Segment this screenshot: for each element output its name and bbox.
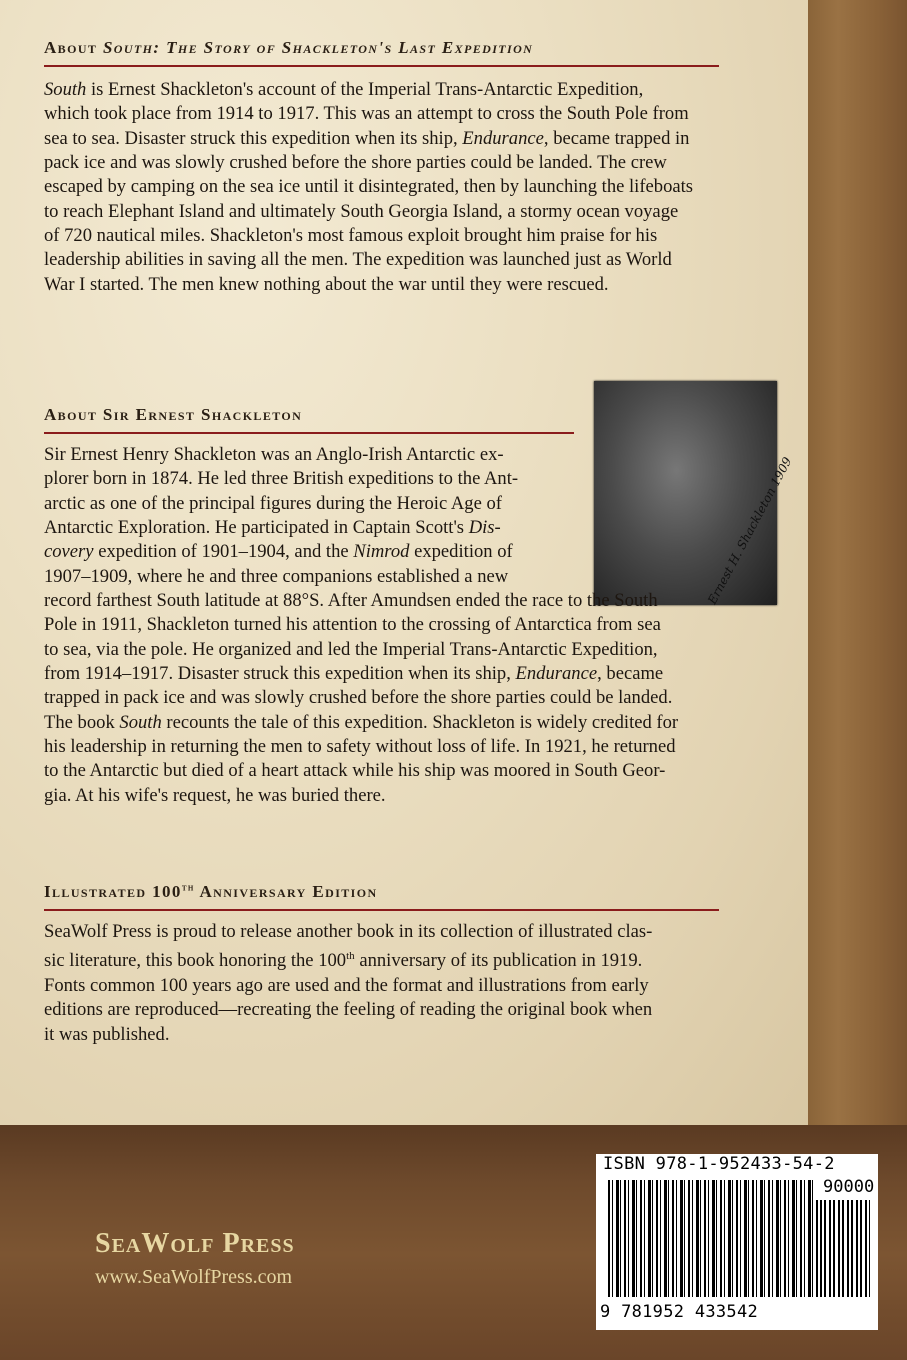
text-line xyxy=(44,711,764,735)
text-line xyxy=(44,224,764,248)
text-line xyxy=(44,516,584,540)
text-italic: South xyxy=(44,79,87,100)
section-rule xyxy=(44,65,719,67)
text-segment: escaped by camping on the sea ice until it disintegrated, then by launching the lifeboats xyxy=(44,176,694,198)
text-segment: , became trapped in xyxy=(543,127,690,149)
text-line xyxy=(44,102,764,126)
text-segment: of 720 nautical miles. Shackleton's most famous exploit brought him praise for his xyxy=(44,225,658,247)
text-segment: Sir Ernest Henry Shackleton was an Anglo-Irish Antarctic ex- xyxy=(44,444,504,465)
text-line xyxy=(44,638,764,662)
text-segment: Pole in 1911, Shackleton turned his attention to the crossing of Antarctica from sea xyxy=(44,614,661,636)
text-line xyxy=(44,200,764,224)
text-line xyxy=(44,78,764,102)
heading-title-italic: South: The Story of Shackleton's Last Expedition xyxy=(102,38,534,57)
text-line xyxy=(44,492,584,516)
text-segment: arctic as one of the principal figures during the Heroic Age of xyxy=(44,492,502,514)
heading-lead: Illustrated 100 xyxy=(44,882,182,901)
publisher-url[interactable]: www.SeaWolfPress.com xyxy=(95,1266,293,1288)
text-line xyxy=(44,784,764,808)
text-line: editions are reproduced—recreating the feeling of reading the original book when xyxy=(44,999,653,1021)
text-segment: which took place from 1914 to 1917. This was an attempt to cross the South Pole from xyxy=(44,103,689,125)
text-italic: Endurance xyxy=(515,663,598,685)
text-segment: anniversary of its publication in 1919. xyxy=(354,950,643,972)
text-line: Fonts common 100 years ago are used and the format and illustrations from early xyxy=(44,974,649,996)
text-segment: plorer born in 1874. He led three British expeditions to the Ant- xyxy=(44,468,519,490)
text-line: SeaWolf Press is proud to release another book in its collection of illustrated clas- xyxy=(44,921,653,942)
text-segment: , became xyxy=(597,663,664,685)
text-segment: expedition of xyxy=(409,541,513,563)
text-segment: record farthest South latitude at 88°S. After Amundsen ended the race to the South xyxy=(44,590,658,612)
barcode-addon-bars xyxy=(820,1200,870,1297)
text-line xyxy=(44,589,764,613)
text-segment: pack ice and was slowly crushed before the shore parties could be landed. The crew xyxy=(44,152,667,174)
heading-lead: About xyxy=(44,38,103,57)
text-segment: The book xyxy=(44,711,120,733)
heading-tail: Anniversary Edition xyxy=(194,882,378,901)
text-segment: Antarctic Exploration. He participated in Captain Scott's xyxy=(44,517,469,539)
text-italic: Endurance xyxy=(462,127,544,149)
text-segment: is Ernest Shackleton's account of the Imperial Trans-Antarctic Expedition, xyxy=(86,79,644,100)
text-line xyxy=(44,248,764,272)
text-segment: sic literature, this book honoring the 100 xyxy=(44,950,347,972)
text-line xyxy=(44,273,764,297)
text-sup: th xyxy=(346,950,355,963)
text-line xyxy=(44,735,764,759)
text-segment: 1907–1909, where he and three companions established a new xyxy=(44,565,509,587)
text-line xyxy=(44,759,764,783)
section-heading-anniversary xyxy=(44,882,378,902)
text-line xyxy=(44,443,584,467)
text-line xyxy=(44,467,584,491)
text-segment: leadership abilities in saving all the men. The expedition was launched just as World xyxy=(44,249,672,271)
text-line xyxy=(44,944,764,974)
text-line xyxy=(44,565,584,589)
section-rule xyxy=(44,909,719,911)
price-code: 90000 xyxy=(823,1177,875,1197)
section-rule xyxy=(44,432,574,434)
photo-signature: Ernest H. Shackleton 1909 xyxy=(705,454,795,607)
text-italic: Dis- xyxy=(468,517,501,539)
text-segment: gia. At his wife's request, he was buried there. xyxy=(44,784,386,806)
section-heading-about-south xyxy=(44,38,533,58)
text-segment: recounts the tale of this expedition. Shackleton is widely credited for xyxy=(161,711,679,733)
text-line xyxy=(44,151,764,175)
paragraph-about-shackleton xyxy=(44,443,764,808)
text-segment: to sea, via the pole. He organized and led the Imperial Trans-Antarctic Expedition, xyxy=(44,638,658,660)
text-segment: to the Antarctic but died of a heart attack while his ship was moored in South Geor- xyxy=(44,760,666,782)
text-segment: trapped in pack ice and was slowly crushed before the shore parties could be landed. xyxy=(44,687,673,709)
section-heading-about-shackleton: About Sir Ernest Shackleton xyxy=(44,405,303,424)
text-line xyxy=(44,127,764,151)
text-line: it was published. xyxy=(44,1023,170,1045)
text-italic: South xyxy=(119,711,162,733)
heading-sup: th xyxy=(181,882,195,894)
text-segment: sea to sea. Disaster struck this expedition when its ship, xyxy=(44,127,463,149)
text-line xyxy=(44,662,764,686)
barcode-digits: 9 781952 433542 xyxy=(600,1302,759,1322)
text-segment: to reach Elephant Island and ultimately South Georgia Island, a stormy ocean voyage xyxy=(44,200,679,222)
text-segment: War I started. The men knew nothing about the war until they were rescued. xyxy=(44,273,609,295)
text-italic: covery xyxy=(44,541,94,563)
text-segment: from 1914–1917. Disaster struck this expedition when its ship, xyxy=(44,663,516,685)
text-line xyxy=(44,613,764,637)
publisher-name: SeaWolf Press xyxy=(95,1228,295,1259)
paragraph-about-south xyxy=(44,78,764,297)
text-segment: expedition of 1901–1904, and the xyxy=(93,541,354,563)
paragraph-anniversary xyxy=(44,920,764,1047)
text-line xyxy=(44,540,584,564)
text-line xyxy=(44,175,764,199)
isbn-text: ISBN 978-1-952433-54-2 xyxy=(603,1154,835,1174)
text-line xyxy=(44,686,764,710)
text-italic: Nimrod xyxy=(353,541,410,563)
text-segment: his leadership in returning the men to safety without loss of life. In 1921, he returned xyxy=(44,736,676,758)
